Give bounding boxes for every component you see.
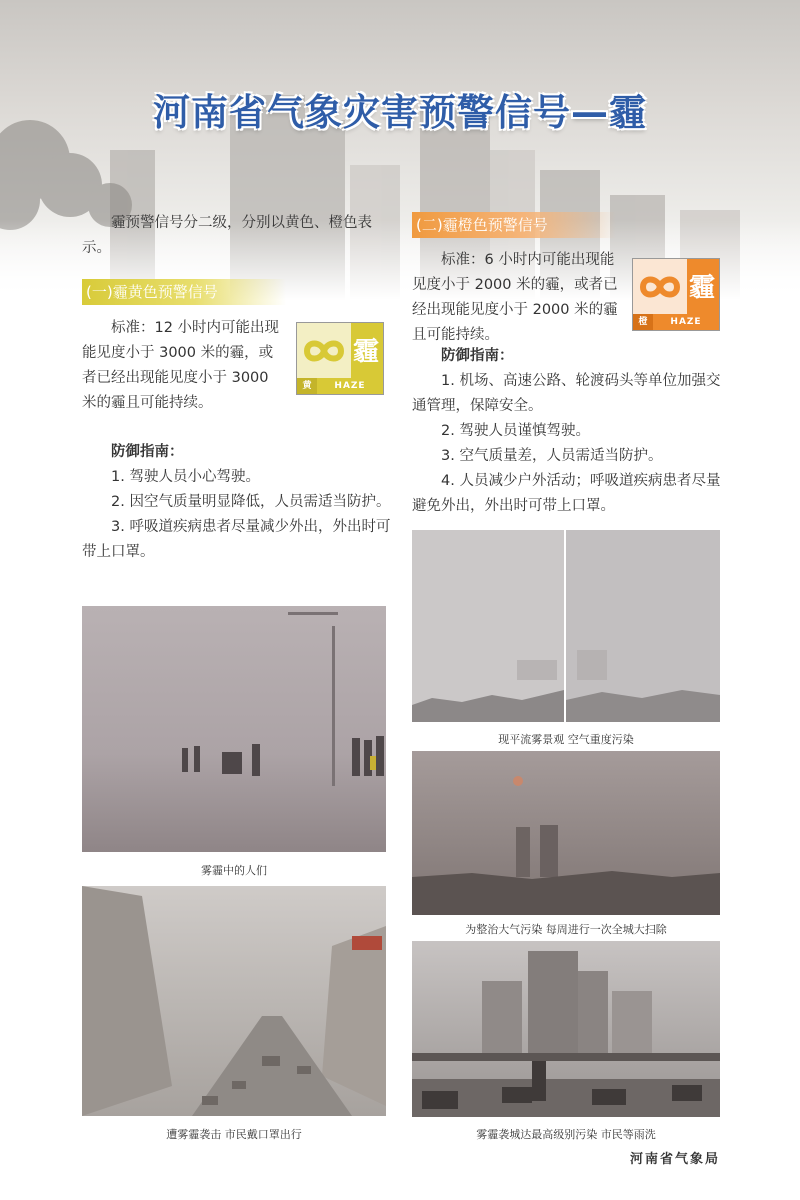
caption-highest: 雾霾袭城达最高级别污染 市民等雨洗: [476, 1128, 656, 1141]
photo-street-haze: [82, 886, 386, 1116]
haze-orange-signal-icon: [632, 258, 720, 331]
orange-guide-item-4: 4. 人员减少户外活动；呼吸道疾病患者尽量避免外出，外出时可带上口罩。: [412, 473, 721, 514]
haze-glyph: 霾: [353, 337, 380, 367]
haze-label: HAZE: [670, 317, 702, 327]
photo-city-sweep: [412, 751, 720, 915]
haze-yellow-signal-icon: [296, 322, 384, 395]
yellow-guide: [82, 440, 392, 565]
photo-people-in-haze: [82, 606, 386, 852]
yellow-guide-item-1: 1. 驾驶人员小心驾驶。: [111, 469, 260, 485]
caption-people: 雾霾中的人们: [201, 864, 267, 877]
yellow-guide-item-2: 2. 因空气质量明显降低，人员需适当防护。: [111, 494, 391, 510]
orange-guide-item-3: 3. 空气质量差，人员需适当防护。: [441, 448, 663, 464]
caption-street: 遭雾霾袭击 市民戴口罩出行: [166, 1128, 302, 1141]
orange-guide: [412, 344, 722, 519]
caption-advection: 现平流雾景观 空气重度污染: [498, 733, 634, 746]
agency-name: 河南省气象局: [629, 1152, 720, 1167]
page-title: 河南省气象灾害预警信号—霾: [153, 91, 647, 134]
orange-section-heading: (二)霾橙色预警信号: [412, 212, 616, 238]
orange-guide-item-1: 1. 机场、高速公路、轮渡码头等单位加强交通管理，保障安全。: [412, 373, 721, 414]
intro-text: 霾预警信号分二级，分别以黄色、橙色表示。: [82, 215, 372, 256]
level-label: 橙: [633, 314, 653, 330]
orange-guide-item-2: 2. 驾驶人员谨慎驾驶。: [441, 423, 590, 439]
level-label: 黄: [297, 378, 317, 394]
photo-highest-pollution: [412, 941, 720, 1117]
photo-advection-fog: [412, 530, 720, 722]
yellow-section-heading: (一)霾黄色预警信号: [82, 279, 286, 305]
orange-guide-title: 防御指南：: [441, 348, 514, 364]
haze-label: HAZE: [334, 381, 366, 391]
caption-sweep: 为整治大气污染 每周进行一次全城大扫除: [465, 923, 667, 936]
yellow-guide-item-3: 3. 呼吸道疾病患者尽量减少外出，外出时可带上口罩。: [82, 519, 391, 560]
yellow-guide-title: 防御指南：: [111, 444, 184, 460]
orange-standard-text: 标准：6 小时内可能出现能见度小于 2000 米的霾，或者已经出现能见度小于 2000 米的霾且可能持续。: [412, 252, 618, 343]
haze-glyph: 霾: [689, 273, 716, 303]
yellow-standard-text: 标准：12 小时内可能出现能见度小于 3000 米的霾，或者已经出现能见度小于 3000 米的霾且可能持续。: [82, 320, 280, 411]
